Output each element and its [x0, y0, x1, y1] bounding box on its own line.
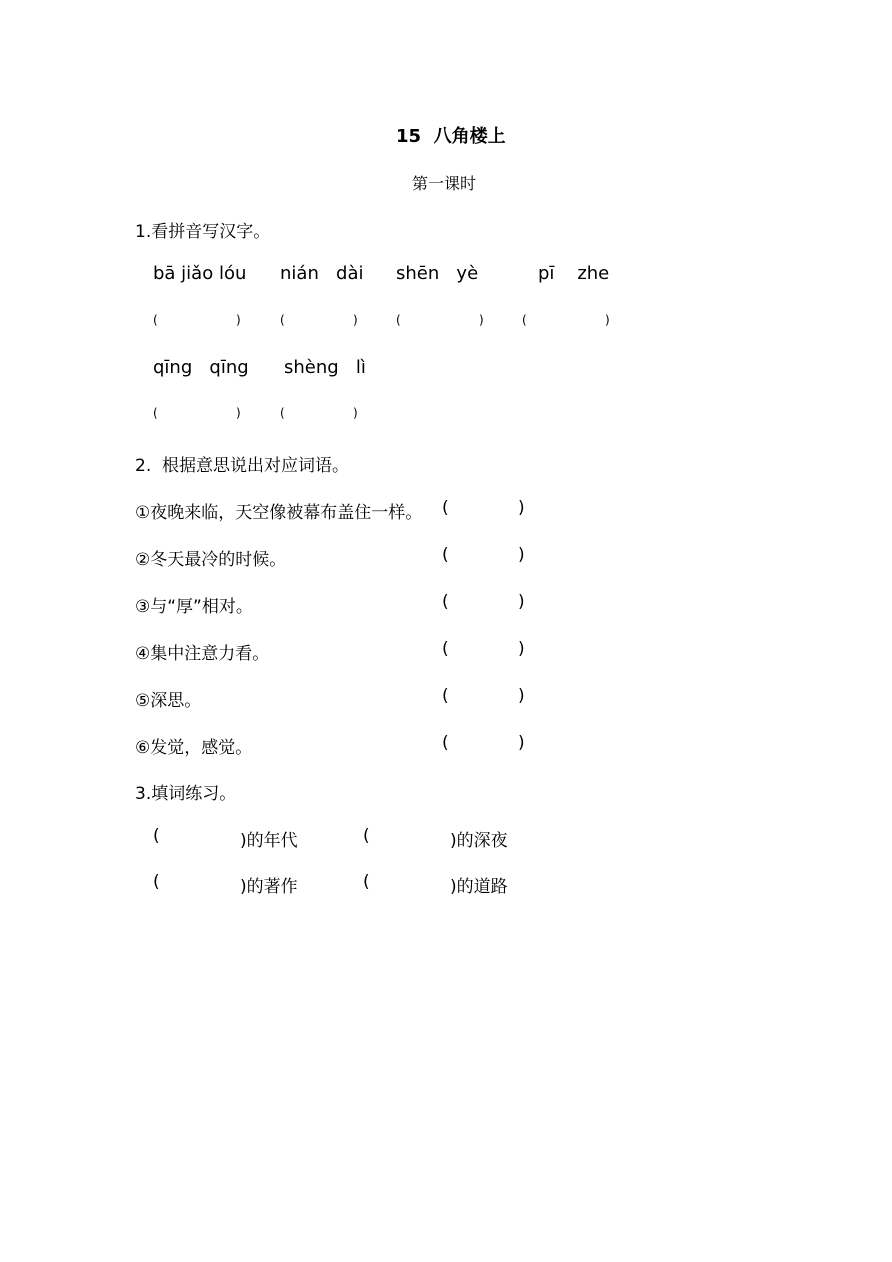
answer-paren-close: ) — [518, 592, 525, 612]
answer-paren-close: ) — [353, 313, 358, 327]
answer-paren-close: ) — [518, 686, 525, 706]
answer-paren-open: ( — [442, 592, 449, 612]
q3-item: )的深夜 — [450, 831, 508, 851]
pinyin-2: nián dài — [280, 263, 364, 284]
q3-item: )的著作 — [240, 877, 298, 897]
answer-paren-open: ( — [363, 826, 370, 846]
lesson-subtitle: 第一课时 — [412, 174, 477, 193]
page-title: 15 八角楼上 — [396, 126, 506, 147]
answer-paren-close: ) — [605, 313, 610, 327]
answer-paren-open: ( — [522, 313, 527, 327]
answer-paren-open: ( — [396, 313, 401, 327]
answer-paren-open: ( — [442, 498, 449, 518]
pinyin-5: qīng qīng — [153, 357, 249, 378]
q3-item: )的年代 — [240, 831, 298, 851]
pinyin-1: bā jiǎo lóu — [153, 263, 247, 284]
answer-paren-close: ) — [236, 313, 241, 327]
answer-paren-open: ( — [363, 872, 370, 892]
pinyin-4: pī zhe — [538, 263, 610, 284]
pinyin-6: shèng lì — [284, 357, 366, 378]
q3-item: )的道路 — [450, 877, 508, 897]
answer-paren-open: ( — [153, 313, 158, 327]
answer-paren-open: ( — [280, 313, 285, 327]
answer-paren-open: ( — [442, 639, 449, 659]
answer-paren-open: ( — [153, 872, 160, 892]
answer-paren-open: ( — [442, 733, 449, 753]
q2-item: ④集中注意力看。 — [135, 644, 270, 664]
answer-paren-open: ( — [280, 406, 285, 420]
pinyin-3: shēn yè — [396, 263, 479, 284]
answer-paren-open: ( — [442, 545, 449, 565]
answer-paren-close: ) — [518, 498, 525, 518]
answer-paren-open: ( — [442, 686, 449, 706]
q2-item: ①夜晚来临，天空像被幕布盖住一样。 — [135, 503, 423, 523]
answer-paren-close: ) — [518, 545, 525, 565]
q2-item: ⑥发觉，感觉。 — [135, 738, 253, 758]
q2-item: ②冬天最冷的时候。 — [135, 550, 287, 570]
answer-paren-close: ) — [479, 313, 484, 327]
answer-paren-close: ) — [518, 639, 525, 659]
answer-paren-open: ( — [153, 826, 160, 846]
answer-paren-close: ) — [353, 406, 358, 420]
q2-item: ③与“厚”相对。 — [135, 597, 253, 617]
answer-paren-close: ) — [518, 733, 525, 753]
q3-heading: 3.填词练习。 — [135, 784, 237, 804]
answer-paren-close: ) — [236, 406, 241, 420]
q2-item: ⑤深思。 — [135, 691, 202, 711]
q1-heading: 1.看拼音写汉字。 — [135, 222, 271, 242]
answer-paren-open: ( — [153, 406, 158, 420]
q2-heading: 2. 根据意思说出对应词语。 — [135, 456, 350, 476]
